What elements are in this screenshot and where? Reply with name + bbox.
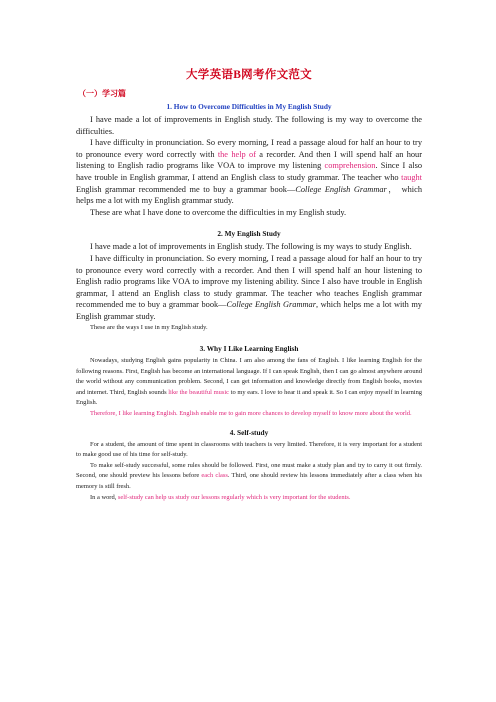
essay-1-heading: 1. How to Overcome Difficulties in My English Study (166, 102, 332, 111)
essay-1 (76, 102, 422, 218)
document-page (76, 60, 422, 503)
text-run: Nowadays, studying English gains popularity in China. I am also among the fans of English. I like learning English for the following reasons. First, English has become an international language. If I can speak English, then I can go almost anywhere around the world without any communication problem. Second, I can get information and knowledge directly from English books, movies and internet. Third, English sounds (76, 357, 422, 396)
essay-3 (76, 344, 422, 420)
highlighted-phrase: self-study can help us study our lessons regularly which is very important for the students. (117, 493, 351, 501)
text-run: English grammar recommended me to buy a grammar book— (76, 184, 296, 194)
highlighted-word: taught (401, 172, 422, 182)
text-run: a recorder. And then I will spend half an hour listening to English radio programs like VOA to improve my listening (76, 149, 422, 171)
text-run: To make self-study successful, some rules should be followed. First, one must make a study plan and try to carry it out firmly. Second, one should preview his lessons before (76, 461, 422, 480)
highlighted-word: comprehension (324, 161, 376, 171)
essay-2-closing (76, 323, 422, 334)
book-title: College English Grammar (226, 300, 316, 310)
essay-2-heading: 2. My English Study (217, 229, 281, 239)
essay-2 (76, 229, 422, 322)
highlighted-phrase: each class (201, 472, 228, 480)
text-run: I have difficulty in pronunciation. So every morning, I read a passage aloud for half an hour to try to pronounce every word correctly with a recorder. And then I will spend half an hour listening to English radio programs like VOA to improve my listening ability. Since I also have trouble in English grammar, I attend an English class to study grammar. The teacher who teaches English grammar recommended me to buy a grammar book— (76, 253, 422, 310)
highlighted-phrase: the help of (217, 149, 256, 159)
essay-1-paragraph-1: I have made a lot of improvements in English study. The following is my way to overcome the difficulties. (76, 115, 422, 136)
essay-4-paragraph-3 (76, 493, 422, 504)
essay-2-paragraph-2 (76, 253, 422, 323)
text-run: . Third, one should review his lessons immediately after a class when his memory is still fresh. (76, 472, 422, 491)
document-title: 大学英语B网考作文范文 (186, 69, 312, 81)
essay-4-heading: 4. Self-study (229, 427, 269, 437)
essay-3-heading: 3. Why I Like Learning English (199, 344, 299, 354)
text-run: I have difficulty in pronunciation. So every morning, I read a passage aloud for half an hour to try to pronounce every word correctly with (76, 138, 422, 159)
essay-4-paragraph-1: For a student, the amount of time spent in classrooms with teachers is very limited. Therefore, it is very important for a student to make good use of his time for self-study. (76, 440, 422, 459)
essay-1-paragraph-3: These are what I have done to overcome the difficulties in my English study. (90, 207, 347, 217)
text-run: to my ears. I love to hear it and speak it. So I can enjoy myself in learning English. (76, 388, 423, 407)
book-title: College English Grammar (295, 184, 387, 194)
section-label: （一）学习篇 (78, 89, 126, 98)
essay-2-paragraph-1: I have made a lot of improvements in English study. The following is my ways to study English. (90, 242, 412, 252)
essay-3-paragraph-2: Therefore, I like learning English. English enable me to gain more chances to develop myself to know more about the world. (90, 410, 412, 418)
essay-4-paragraph-2 (76, 461, 422, 493)
essay-4 (76, 428, 422, 504)
text-run: , which helps me a lot with my English grammar study. (76, 300, 422, 321)
text-run: ， which helps me a lot with my English grammar study. (76, 184, 422, 206)
essay-2-paragraph-3: These are the ways I use in my English study. (90, 323, 208, 331)
essay-3-paragraph-1 (76, 356, 422, 409)
highlighted-phrase: like the beautiful music (168, 388, 230, 396)
essay-1-paragraph-2 (76, 137, 422, 207)
text-run: . Since I also have trouble in English grammar, I attend an English class to study grammar. The teacher who (76, 161, 422, 182)
text-run: In a word, (90, 493, 118, 501)
